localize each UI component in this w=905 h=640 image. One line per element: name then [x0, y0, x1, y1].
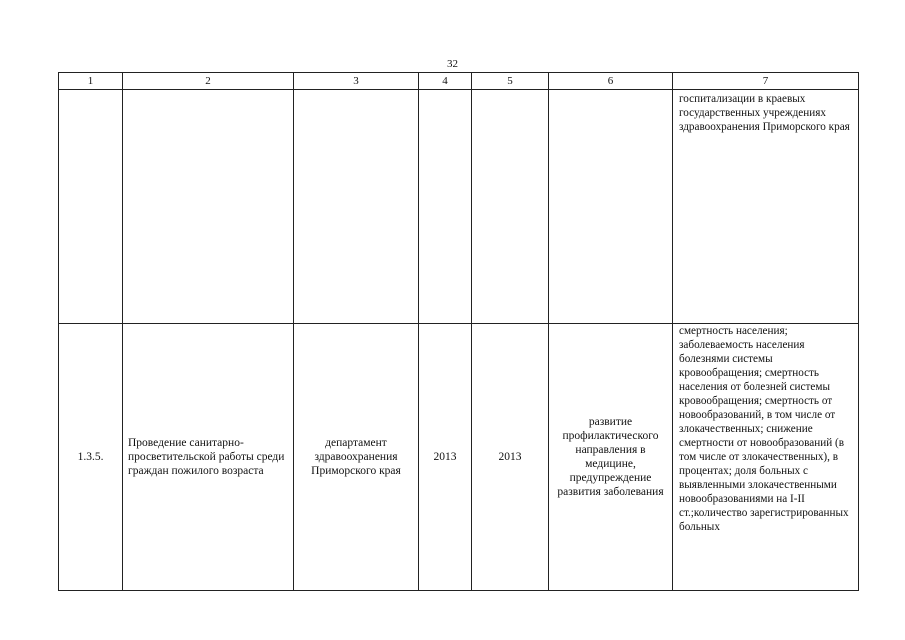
table-row — [59, 90, 859, 324]
end-year-cell — [472, 90, 549, 324]
indicators-cell: смертность населения; заболеваемость населения болезнями системы кровообращения; смертность населения от болезней системы кровообращения; смертность от новообразований, в том числе от злокачественных; снижение смертности от новообразований (в том числе от злокачественных), в процентах; доля больных с выявленными злокачественными новообразованиями на I-II ст.;количество зарегистрированных больных — [673, 324, 859, 591]
column-header: 3 — [294, 73, 419, 90]
end-year-cell: 2013 — [472, 324, 549, 591]
activity-cell — [123, 90, 294, 324]
row-number-cell — [59, 90, 123, 324]
table-row — [59, 324, 859, 591]
program-table — [58, 72, 859, 591]
activity-cell: Проведение санитарно-просветительской работы среди граждан пожилого возраста — [123, 324, 294, 591]
header-row — [59, 73, 859, 90]
executor-cell: департамент здравоохранения Приморского края — [294, 324, 419, 591]
column-header: 6 — [549, 73, 673, 90]
column-header: 1 — [59, 73, 123, 90]
executor-cell — [294, 90, 419, 324]
page-number: 32 — [447, 58, 458, 70]
indicators-cell: госпитализации в краевых государственных учреждениях здравоохранения Приморского края — [673, 90, 859, 324]
result-cell: развитие профилактического направления в медицине, предупреждение развития заболевания — [549, 324, 673, 591]
row-number-cell: 1.3.5. — [59, 324, 123, 591]
start-year-cell: 2013 — [419, 324, 472, 591]
column-header: 2 — [123, 73, 294, 90]
result-cell — [549, 90, 673, 324]
column-header: 7 — [673, 73, 859, 90]
column-header: 5 — [472, 73, 549, 90]
start-year-cell — [419, 90, 472, 324]
column-header: 4 — [419, 73, 472, 90]
